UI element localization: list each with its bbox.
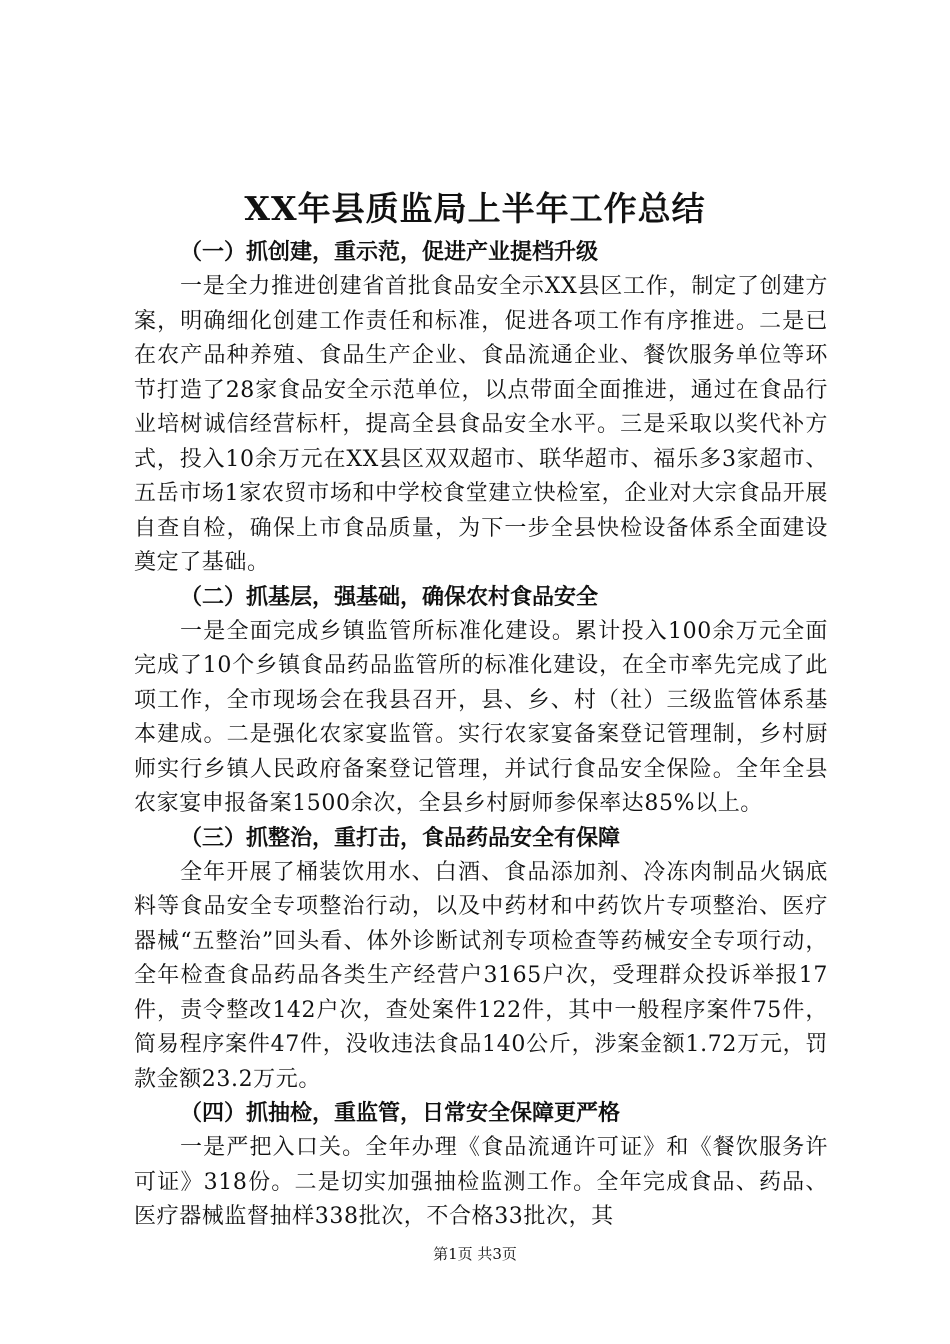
document-title: XX年县质监局上半年工作总结: [244, 189, 706, 228]
section-paragraph: 一是全面完成乡镇监管所标准化建设。累计投入100余万元全面完成了10个乡镇食品药品监管所的标准化建设，在全市率先完成了此项工作，全市现场会在我县召开，县、乡、村（社）三级监管体系基本建成。二是强化农家宴监管。实行农家宴备案登记管理制，乡村厨师实行乡镇人民政府备案登记管理，并试行食品安全保险。全年全县农家宴申报备案1500余次，全县乡村厨师参保率达85%以上。: [134, 618, 828, 816]
section-heading: （一）抓创建，重示范，促进产业提档升级: [180, 240, 599, 265]
section-2: [134, 581, 828, 822]
section-paragraph: 全年开展了桶装饮用水、白酒、食品添加剂、冷冻肉制品火锅底料等食品安全专项整治行动，以及中药材和中药饮片专项整治、医疗器械“五整治”回头看、体外诊断试剂专项检查等药械安全专项行动，全年检查食品药品各类生产经营户3165户次，受理群众投诉举报17件，责令整改142户次，查处案件122件，其中一般程序案件75件，简易程序案件47件，没收违法食品140公斤，涉案金额1.72万元，罚款金额23.2万元。: [134, 859, 828, 1092]
document-body: [134, 236, 828, 1235]
section-3: [134, 822, 828, 1098]
section-heading: （三）抓整治，重打击，食品药品安全有保障: [180, 825, 621, 851]
section-1: [134, 236, 828, 581]
section-paragraph: 一是严把入口关。全年办理《食品流通许可证》和《餐饮服务许可证》318份。二是切实加强抽检监测工作。全年完成食品、药品、医疗器械监督抽样338批次，不合格33批次，其: [134, 1135, 828, 1229]
section-paragraph: 一是全力推进创建省首批食品安全示XX县区工作，制定了创建方案，明确细化创建工作责任和标准，促进各项工作有序推进。二是已在农产品种养殖、食品生产企业、食品流通企业、餐饮服务单位等环节打造了28家食品安全示范单位，以点带面全面推进，通过在食品行业培树诚信经营标杆，提高全县食品安全水平。三是采取以奖代补方式，投入10余万元在XX县区双双超市、联华超市、福乐多3家超市、五岳市场1家农贸市场和中学校食堂建立快检室，企业对大宗食品开展自查自检，确保上市食品质量，为下一步全县快检设备体系全面建设奠定了基础。: [134, 274, 828, 575]
section-heading: （四）抓抽检，重监管，日常安全保障更严格: [180, 1101, 621, 1126]
section-heading: （二）抓基层，强基础，确保农村食品安全: [180, 584, 599, 610]
section-4: [134, 1097, 828, 1235]
page-footer: 第1页 共3页: [433, 1245, 517, 1263]
